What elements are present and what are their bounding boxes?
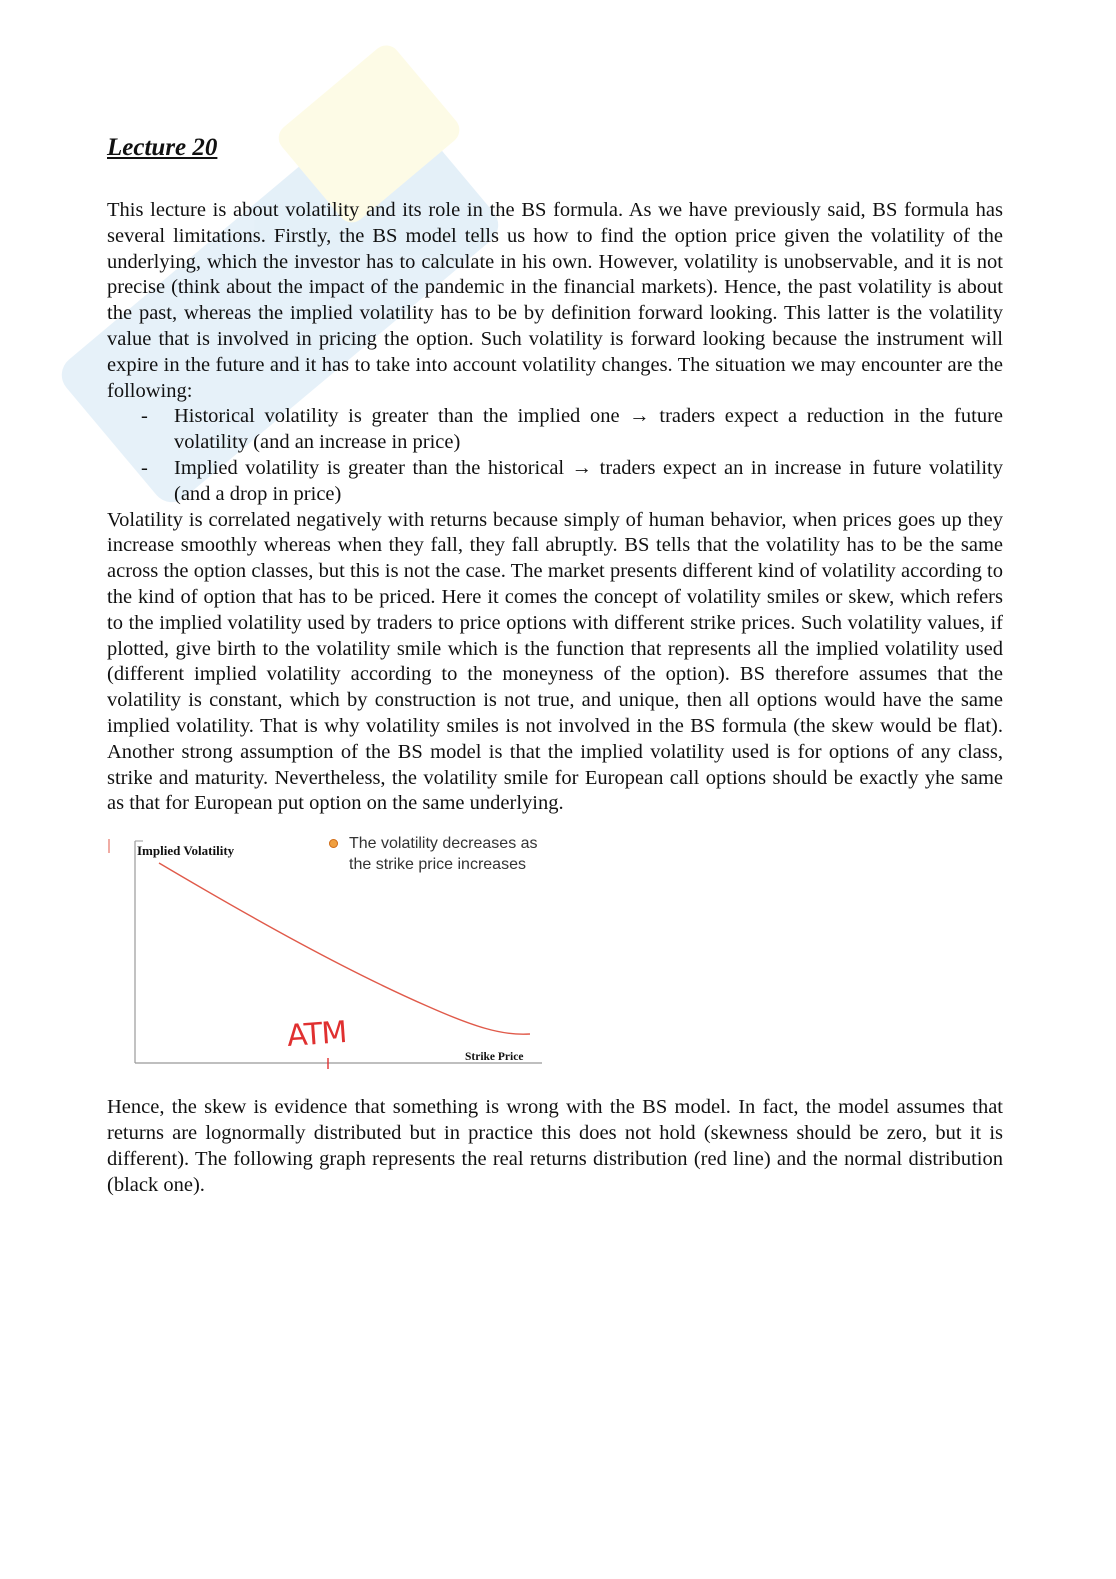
paragraph-skew-evidence: Hence, the skew is evidence that something is wrong with the BS model. In fact, the model assumes that returns are lognormally distributed but in practice this does not hold (skewness should be zero, but it is different). The following graph represents the real returns distribution (red line) and the normal distribution (black one). [107, 1096, 1003, 1196]
volatility-skew-figure [107, 831, 547, 1081]
figure-note-text: The volatility decreases as the strike price increases [349, 835, 538, 874]
list-item [107, 456, 1003, 508]
document-body [107, 130, 1003, 1198]
x-axis-label: Strike Price [465, 1051, 524, 1064]
bullet-text: Historical volatility is greater than the implied one → traders expect a reduction in the future volatility (and an increase in price) [174, 405, 1003, 454]
skew-curve [159, 863, 530, 1034]
paragraph-volatility-smile: Volatility is correlated negatively with returns because simply of human behavior, when prices goes up they increase smoothly whereas when they fall, they fall abruptly. BS tells that the volatility has to be the same across the option classes, but this is not the case. The market presents different kind of volatility according to the kind of option that has to be priced. Here it comes the concept of volatility smiles or skew, which refers to the implied volatility used by traders to price options with different strike prices. Such volatility values, if plotted, give birth to the volatility smile which is the function that represents all the implied volatility used (different implied volatility according to the moneyness of the option). BS therefore assumes that the volatility is constant, which by construction is not true, and unique, then all options would have the same implied volatility. That is why volatility smiles is not involved in the BS formula (the skew would be flat). Another strong assumption of the BS model is that the implied volatility used is for options of any class, strike and maturity. Nevertheless, the volatility smile for European call options should be exactly yhe same as that for European put option on the same underlying. [107, 508, 1003, 815]
figure-note [329, 833, 549, 875]
y-axis-label: Implied Volatility [137, 843, 235, 859]
bullet-dash: - [141, 456, 148, 479]
list-item [107, 404, 1003, 456]
bullet-text: Implied volatility is greater than the historical → traders expect an in increase in future volatility (and a drop in price) [174, 456, 1003, 505]
paragraph-intro: This lecture is about volatility and its role in the BS formula. As we have previously said, BS formula has several limitations. Firstly, the BS model tells us how to find the option price given the volatility of the underlying, which the investor has to calculate in his own. However, volatility is unobservable, and it is not precise (think about the impact of the pandemic in the financial markets). Hence, the past volatility is about the past, whereas the implied volatility has to be by definition forward looking. This latter is the volatility value that is involved in pricing the option. Such volatility is forward looking because the instrument will expire in the future and it has to take into account volatility changes. The situation we may encounter are the following: [107, 199, 1003, 402]
atm-annotation: ATM [285, 1015, 348, 1055]
page-title: Lecture 20 [107, 134, 218, 161]
bullet-dash: - [141, 405, 148, 428]
bullet-list [107, 404, 1003, 507]
